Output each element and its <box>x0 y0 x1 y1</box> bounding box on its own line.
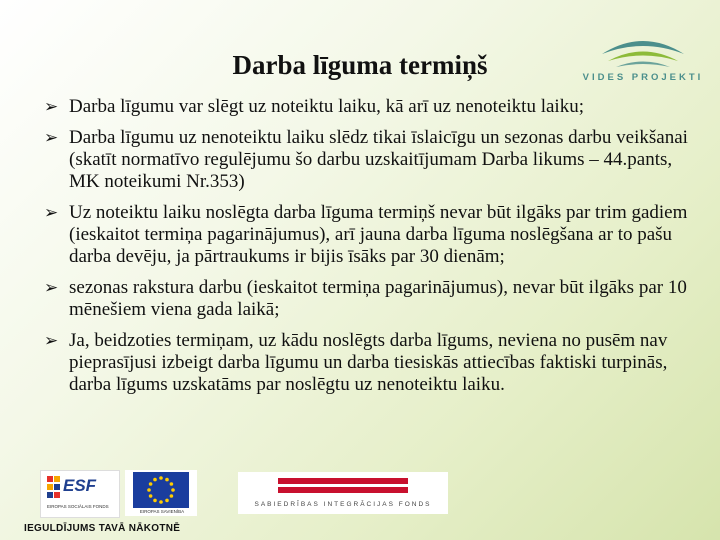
slide-title: Darba līguma termiņš <box>232 50 488 80</box>
arrow-bullet-icon: ➢ <box>44 203 59 223</box>
bullet-text: Darba līgumu var slēgt uz noteiktu laiku, kā arī uz nenoteiktu laiku; <box>69 96 584 117</box>
bullet-item <box>44 330 699 396</box>
vides-projekti-logo <box>578 34 708 92</box>
bullet-text: Darba līgumu uz nenoteiktu laiku slēdz tikai īslaicīgu un sezonas darbu veikšanai (skatīt normatīvo regulējumu šo darbu uzskaitījumam Darba likums – 44.pants, MK noteikumi Nr.353) <box>69 127 688 192</box>
sif-logo-text: SABIEDRĪBAS INTEGRĀCIJAS FONDS <box>254 501 432 508</box>
eu-flag-logo <box>125 470 197 516</box>
esf-logo <box>40 470 120 518</box>
vides-projekti-logo-text: VIDES PROJEKTI <box>582 72 704 83</box>
arrow-bullet-icon: ➢ <box>44 97 59 117</box>
bullet-item <box>44 277 699 321</box>
vides-projekti-swoosh-icon <box>598 34 688 70</box>
bullet-text: Ja, beidzoties termiņam, uz kādu noslēgts darba līgums, neviena no pusēm nav pieprasījusi izbeigt darba līgumu un darba tiesiskās attiecības faktiski turpinās, darba līgums uzskatāms par noslēgtu uz nenoteiktu laiku. <box>69 330 668 395</box>
bullet-item <box>44 96 699 118</box>
arrow-bullet-icon: ➢ <box>44 278 59 298</box>
eu-logo-subtext: EIROPAS SAVIENĪBA <box>139 509 185 514</box>
bullet-text: sezonas rakstura darbu (ieskaitot termiņa pagarinājumus), nevar būt ilgāks par 10 mēnešiem viena gada laikā; <box>69 277 687 320</box>
bullet-item <box>44 127 699 193</box>
eu-stars-icon <box>133 472 189 508</box>
arrow-bullet-icon: ➢ <box>44 331 59 351</box>
esf-logo-subtext: EIROPAS SOCIĀLAIS FONDS <box>47 504 109 509</box>
sif-logo <box>238 472 448 514</box>
esf-logo-text: ESF <box>63 476 97 495</box>
esf-mark-icon <box>47 476 61 500</box>
eu-flag-icon <box>133 472 189 508</box>
bullet-list <box>44 96 699 405</box>
arrow-bullet-icon: ➢ <box>44 128 59 148</box>
sif-logo-graphic-icon <box>238 472 448 500</box>
bullet-text: Uz noteiktu laiku noslēgta darba līguma termiņš nevar būt ilgāks par trim gadiem (ieskaitot termiņa pagarinājumus), arī jauna darba līguma noslēgšana ar to pašu darba devēju, ja pārtraukums ir bijis īsāks par 30 dienām; <box>69 202 688 267</box>
tagline: IEGULDĪJUMS TAVĀ NĀKOTNĒ <box>24 523 181 534</box>
bullet-item <box>44 202 699 268</box>
